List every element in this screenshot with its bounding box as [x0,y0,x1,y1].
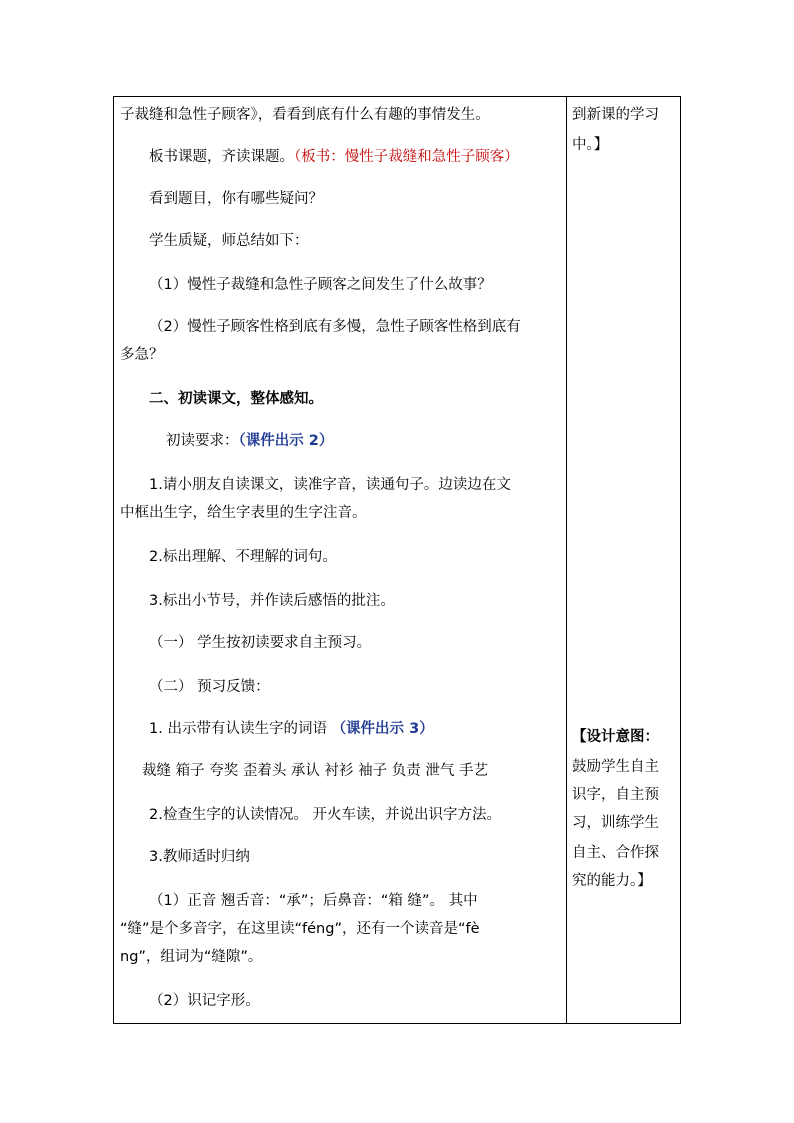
column-divider [566,97,567,1023]
design-intent-heading: 【设计意图： [572,729,659,745]
lesson-plan-table [113,96,681,1024]
note-line: 鼓励学生自主 [572,759,659,775]
text-span: 板书课题，齐读课题。 [149,149,294,165]
text-line: ng”，组词为“缝隙”。 [120,949,263,965]
text-line: 多急？ [120,347,164,363]
text-line: 中框出生字，给生字表里的生字注音。 [120,505,367,521]
vocabulary-line: 裁缝 箱子 夸奖 歪着头 承认 衬衫 袖子 负责 泄气 手艺 [142,763,488,779]
text-line: （2）识记字形。 [149,993,260,1009]
step-item: （一） 学生按初读要求自主预习。 [149,635,372,651]
requirement-item: 1.请小朋友自读课文，读准字音，读通句子。边读边在文 [149,477,511,493]
note-line: 习，训练学生 [572,815,659,831]
note-line: 自主、合作探 [572,845,659,861]
note-line: 究的能力。】 [572,873,652,889]
text-line [120,147,519,167]
text-line: 看到题目，你有哪些疑问？ [149,191,323,207]
text-line: 3.教师适时归纳 [149,849,250,865]
note-line: 识字，自主预 [572,787,659,803]
note-line: 到新课的学习 [572,107,659,123]
text-line: “缝”是个多音字，在这里读“féng”，还有一个读音是“fè [120,921,480,937]
courseware-note: （课件出示 2） [238,433,334,449]
text-line [120,719,434,739]
text-span: 1. 出示带有认读生字的词语 [149,721,332,737]
question-item: （1）慢性子裁缝和急性子顾客之间发生了什么故事？ [149,277,492,293]
text-line: 学生质疑，师总结如下： [149,233,309,249]
note-line: 中。】 [572,137,609,153]
text-line: 2.检查生字的认读情况。 开火车读，并说出识字方法。 [149,807,501,823]
courseware-note: （课件出示 3） [331,721,434,737]
text-line: 子裁缝和急性子顾客》，看看到底有什么有趣的事情发生。 [120,107,490,123]
text-span: 初读要求： [166,433,239,449]
board-writing-note: （板书：慢性子裁缝和急性子顾客） [294,149,519,165]
text-line [120,431,333,451]
requirement-item: 3.标出小节号，并作读后感悟的批注。 [149,593,395,609]
requirement-item: 2.标出理解、不理解的词句。 [149,549,337,565]
step-item: （二） 预习反馈： [149,679,270,695]
section-heading: 二、初读课文，整体感知。 [149,391,323,407]
text-line: （1）正音 翘舌音：“承”；后鼻音：“箱 缝”。 其中 [149,893,478,909]
question-item: （2）慢性子顾客性格到底有多慢，急性子顾客性格到底有 [149,319,521,335]
